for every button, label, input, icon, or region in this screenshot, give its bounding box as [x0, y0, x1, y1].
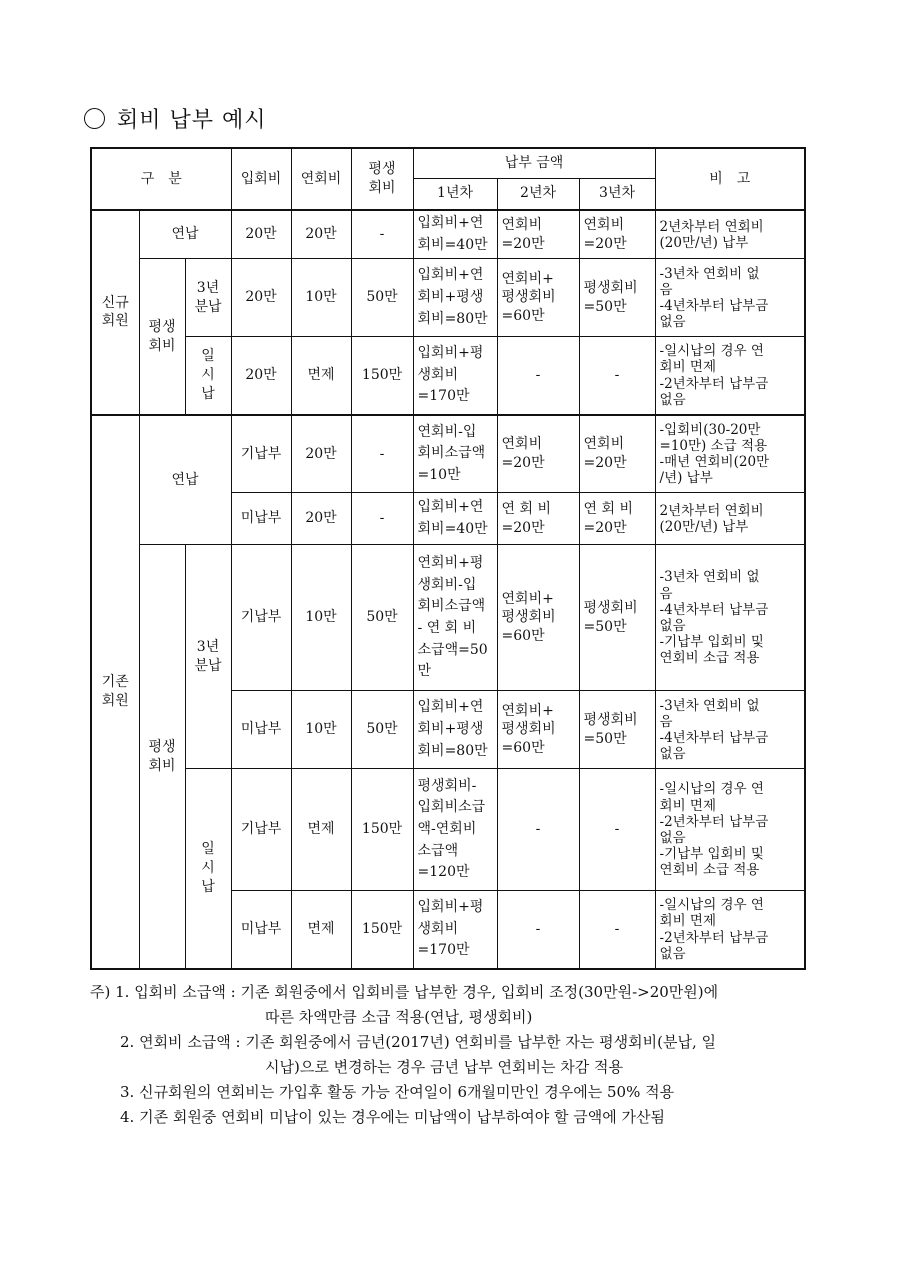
cell-entry: 20만: [231, 337, 291, 415]
cell-lifetime: -: [351, 415, 413, 493]
cell-year2: -: [497, 337, 579, 415]
section-title: [84, 103, 267, 134]
fee-table: [90, 147, 806, 970]
footnote-4: 4. 기존 회원중 연회비 미납이 있는 경우에는 미납액이 납부하여야 할 금액에 가산됨: [120, 1108, 665, 1126]
cell-lifetime: 50만: [351, 545, 413, 691]
cell-remarks: -입회비(30-20만 =10만) 소급 적용 -매년 연회비(20만 /년) 납부: [655, 415, 805, 493]
cell-annual: 20만: [291, 493, 351, 545]
cell-lifetime: 150만: [351, 337, 413, 415]
cell-year3: -: [579, 337, 655, 415]
cell-year1: 입회비+평 생회비 =170만: [413, 891, 497, 969]
section-title-text: 회비 납부 예시: [117, 108, 267, 133]
group-annual: 연납: [139, 415, 231, 545]
cell-lifetime: -: [351, 493, 413, 545]
cell-remarks: 2년차부터 연회비 (20만/년) 납부: [655, 210, 805, 259]
cell-entry: 20만: [231, 259, 291, 337]
footnote-2: [90, 1030, 830, 1080]
group-existing-member: 기존 회원: [91, 415, 139, 969]
footnote-1-line-1: 주) 1. 입회비 소급액 : 기존 회원중에서 입회비를 납부한 경우, 입회비 조정(30만원->20만원)에: [90, 983, 719, 1001]
cell-year3: 연회비 =20만: [579, 415, 655, 493]
cell-lifetime: 50만: [351, 691, 413, 769]
cell-entry: 20만: [231, 210, 291, 259]
cell-remarks: -일시납의 경우 연 회비 면제 -2년차부터 납부금 없음: [655, 891, 805, 969]
footnote-2-line-2: 시납)으로 변경하는 경우 금년 납부 연회비는 차감 적용: [265, 1058, 624, 1076]
cell-remarks: -3년차 연회비 없 음 -4년차부터 납부금 없음: [655, 259, 805, 337]
cell-remarks: -일시납의 경우 연 회비 면제 -2년차부터 납부금 없음 -기납부 입회비 및 연회비 소급 적용: [655, 769, 805, 891]
cell-year1: 입회비+연 회비+평생 회비=80만: [413, 259, 497, 337]
group-lump-sum: 일 시 납: [185, 769, 231, 969]
footnote-3: 3. 신규회원의 연회비는 가입후 활동 가능 잔여일이 6개월미만인 경우에는 50% 적용: [120, 1083, 675, 1101]
footnotes: [90, 980, 830, 1130]
cell-year2: -: [497, 891, 579, 969]
cell-annual: 면제: [291, 891, 351, 969]
group-installment-3y: 3년 분납: [185, 545, 231, 769]
table-row: [91, 769, 805, 891]
cell-status: 기납부: [231, 415, 291, 493]
cell-lifetime: -: [351, 210, 413, 259]
table-row: [91, 337, 805, 415]
table-row: [91, 545, 805, 691]
circle-bullet-icon: [84, 108, 105, 129]
cell-year1: 평생회비- 입회비소급 액-연회비 소급액 =120만: [413, 769, 497, 891]
cell-year1: 입회비+연 회비=40만: [413, 210, 497, 259]
cell-year3: 연 회 비 =20만: [579, 493, 655, 545]
group-lifetime: 평생 회비: [139, 259, 185, 415]
footnote-1-line-2: 따른 차액만큼 소급 적용(연납, 평생회비): [265, 1008, 533, 1026]
cell-year1: 입회비+평 생회비 =170만: [413, 337, 497, 415]
cell-lifetime: 150만: [351, 769, 413, 891]
cell-year1: 입회비+연 회비=40만: [413, 493, 497, 545]
cell-annual: 10만: [291, 259, 351, 337]
header-payment-amount: 납부 금액: [413, 148, 655, 178]
cell-lifetime: 50만: [351, 259, 413, 337]
cell-year1: 연회비-입 회비소급액 =10만: [413, 415, 497, 493]
header-category: 구 분: [91, 148, 231, 210]
group-lump-sum: 일 시 납: [185, 337, 231, 415]
table-row: [91, 210, 805, 259]
cell-status: 기납부: [231, 545, 291, 691]
cell-lifetime: 150만: [351, 891, 413, 969]
header-year3: 3년차: [579, 178, 655, 210]
cell-year1: 연회비+평 생회비-입 회비소급액 - 연 회 비 소급액=50 만: [413, 545, 497, 691]
footnote-1: [90, 980, 830, 1030]
header-annual-fee: 연회비: [291, 148, 351, 210]
cell-year3: 연회비 =20만: [579, 210, 655, 259]
cell-year2: 연회비+ 평생회비 =60만: [497, 545, 579, 691]
cell-status: 미납부: [231, 493, 291, 545]
cell-remarks: -3년차 연회비 없 음 -4년차부터 납부금 없음 -기납부 입회비 및 연회비 소급 적용: [655, 545, 805, 691]
cell-year2: 연 회 비 =20만: [497, 493, 579, 545]
header-lifetime-fee: 평생 회비: [351, 148, 413, 210]
cell-year3: -: [579, 769, 655, 891]
cell-year2: -: [497, 769, 579, 891]
cell-status: 기납부: [231, 769, 291, 891]
cell-year2: 연회비 =20만: [497, 210, 579, 259]
cell-annual: 20만: [291, 210, 351, 259]
table-row: [91, 259, 805, 337]
cell-year3: 평생회비 =50만: [579, 545, 655, 691]
group-annual: 연납: [139, 210, 231, 259]
table-row: [91, 415, 805, 493]
header-year2: 2년차: [497, 178, 579, 210]
cell-year1: 입회비+연 회비+평생 회비=80만: [413, 691, 497, 769]
footnote-2-line-1: 2. 연회비 소급액 : 기존 회원중에서 금년(2017년) 연회비를 납부한 자는 평생회비(분납, 일: [120, 1033, 716, 1051]
cell-year2: 연회비 =20만: [497, 415, 579, 493]
group-lifetime: 평생 회비: [139, 545, 185, 969]
cell-annual: 면제: [291, 769, 351, 891]
cell-remarks: 2년차부터 연회비 (20만/년) 납부: [655, 493, 805, 545]
header-entry-fee: 입회비: [231, 148, 291, 210]
cell-year3: -: [579, 891, 655, 969]
cell-year3: 평생회비 =50만: [579, 259, 655, 337]
cell-annual: 20만: [291, 415, 351, 493]
group-new-member: 신규 회원: [91, 210, 139, 415]
cell-remarks: -일시납의 경우 연 회비 면제 -2년차부터 납부금 없음: [655, 337, 805, 415]
cell-year3: 평생회비 =50만: [579, 691, 655, 769]
cell-status: 미납부: [231, 891, 291, 969]
group-installment-3y: 3년 분납: [185, 259, 231, 337]
cell-annual: 10만: [291, 691, 351, 769]
cell-remarks: -3년차 연회비 없 음 -4년차부터 납부금 없음: [655, 691, 805, 769]
header-year1: 1년차: [413, 178, 497, 210]
cell-annual: 면제: [291, 337, 351, 415]
cell-year2: 연회비+ 평생회비 =60만: [497, 259, 579, 337]
cell-year2: 연회비+ 평생회비 =60만: [497, 691, 579, 769]
header-remarks: 비 고: [655, 148, 805, 210]
cell-status: 미납부: [231, 691, 291, 769]
cell-annual: 10만: [291, 545, 351, 691]
